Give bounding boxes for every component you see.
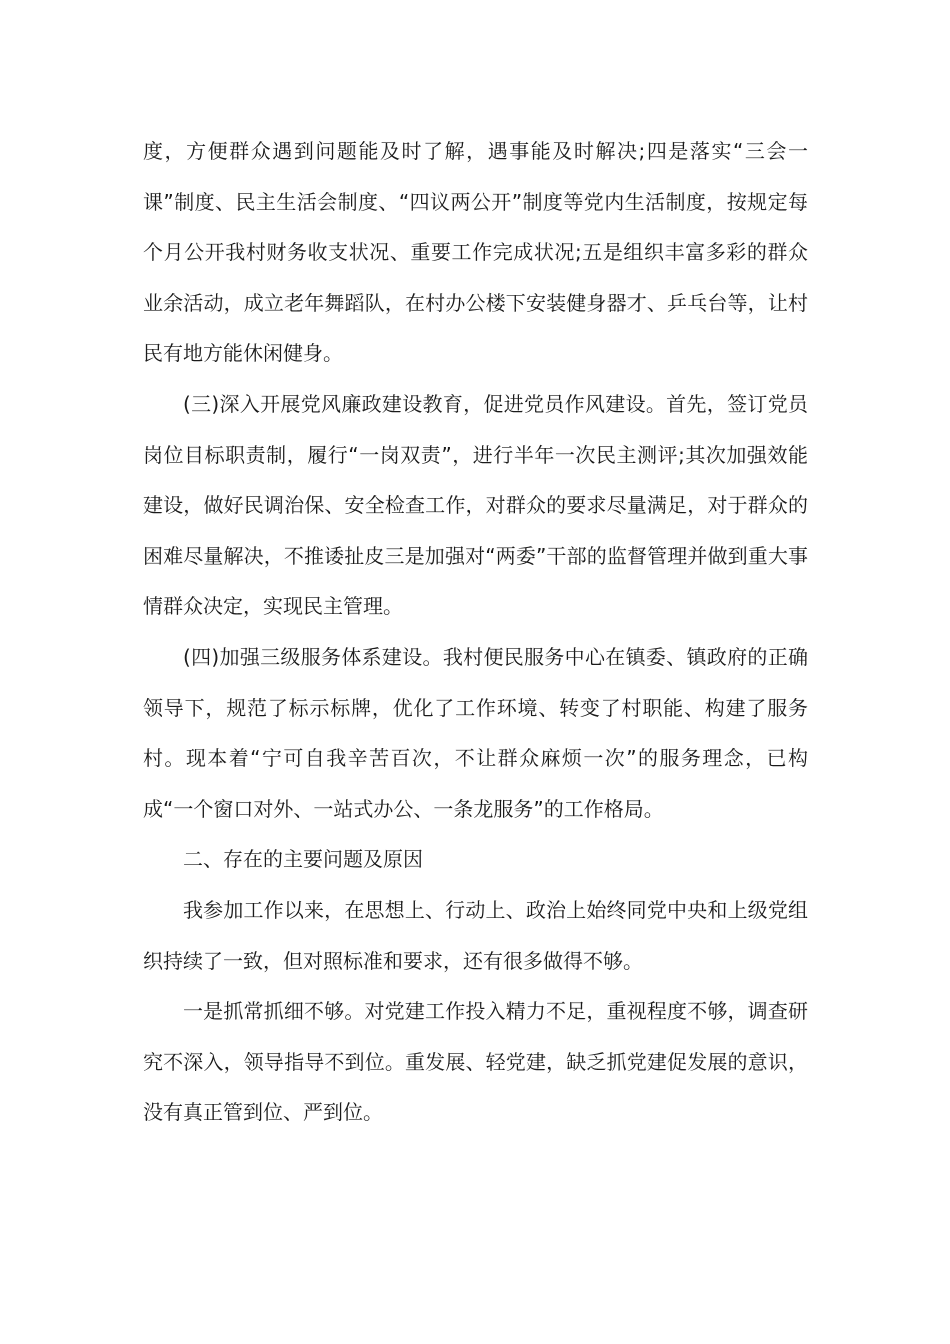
paragraph-1: 度，方便群众遇到问题能及时了解，遇事能及时解决;四是落实“三会一课”制度、民主生活会制度、“四议两公开”制度等党内生活制度，按规定每个月公开我村财务收支状况、重要工作完成状况;五是组织丰富多彩的群众业余活动，成立老年舞蹈队，在村办公楼下安装健身器才、乒乓台等，让村民有地方能休闲健身。 xyxy=(143,139,808,366)
paragraph-3: (四)加强三级服务体系建设。我村便民服务中心在镇委、镇政府的正确领导下，规范了标示标牌，优化了工作环境、转变了村职能、构建了服务村。现本着“宁可自我辛苦百次，不让群众麻烦一次”的服务理念，已构成“一个窗口对外、一站式办公、一条龙服务”的工作格局。 xyxy=(143,644,808,821)
document-body xyxy=(143,126,808,1138)
paragraph-4: 我参加工作以来，在思想上、行动上、政治上始终同党中央和上级党组织持续了一致，但对照标准和要求，还有很多做得不够。 xyxy=(143,897,808,973)
paragraph-5: 一是抓常抓细不够。对党建工作投入精力不足，重视程度不够，调查研究不深入，领导指导不到位。重发展、轻党建，缺乏抓党建促发展的意识，没有真正管到位、严到位。 xyxy=(143,999,808,1125)
section-heading: 二、存在的主要问题及原因 xyxy=(183,847,423,872)
paragraph-2: (三)深入开展党风廉政建设教育，促进党员作风建设。首先，签订党员岗位目标职责制，履行“一岗双责”，进行半年一次民主测评;其次加强效能建设，做好民调治保、安全检查工作，对群众的要求尽量满足，对于群众的困难尽量解决，不推诿扯皮三是加强对“两委”干部的监督管理并做到重大事情群众决定，实现民主管理。 xyxy=(143,391,808,619)
